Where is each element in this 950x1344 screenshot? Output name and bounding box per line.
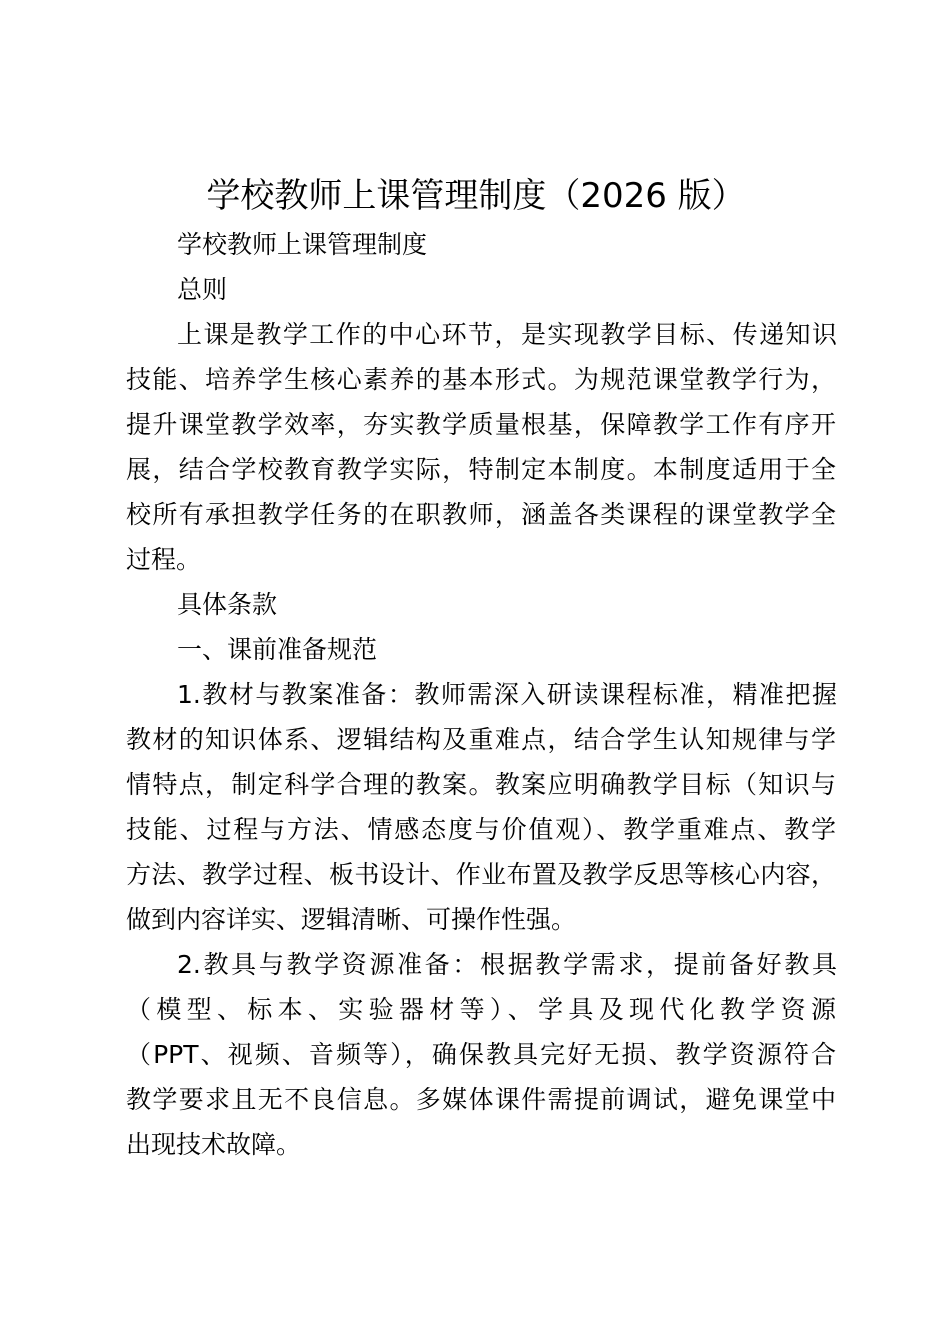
paragraph-line: 展，结合学校教育教学实际，特制定本制度。本制度适用于全 (126, 455, 836, 484)
paragraph-line: （模型、标本、实验器材等）、学具及现代化教学资源 (126, 995, 836, 1024)
section-heading-general: 总则 (177, 275, 228, 304)
paragraph-line: 情特点，制定科学合理的教案。教案应明确教学目标（知识与 (126, 770, 836, 799)
section-heading-preparation: 一、课前准备规范 (177, 635, 378, 664)
paragraph-line: 教材的知识体系、逻辑结构及重难点，结合学生认知规律与学 (126, 725, 836, 754)
section-heading-clauses: 具体条款 (177, 590, 278, 619)
paragraph-line: （PPT、视频、音频等），确保教具完好无损、教学资源符合 (126, 1040, 836, 1069)
paragraph-line: 技能、培养学生核心素养的基本形式。为规范课堂教学行为， (126, 365, 836, 394)
paragraph-line: 2.教具与教学资源准备：根据教学需求，提前备好教具 (177, 950, 837, 979)
subtitle-line: 学校教师上课管理制度 (177, 230, 428, 259)
paragraph-line: 出现技术故障。 (126, 1130, 302, 1159)
paragraph-line: 上课是教学工作的中心环节，是实现教学目标、传递知识 (177, 320, 837, 349)
paragraph-line: 过程。 (126, 545, 202, 574)
paragraph-line: 教学要求且无不良信息。多媒体课件需提前调试，避免课堂中 (126, 1085, 836, 1114)
paragraph-line: 做到内容详实、逻辑清晰、可操作性强。 (126, 905, 577, 934)
document-title: 学校教师上课管理制度（2026 版） (206, 176, 746, 216)
paragraph-line: 校所有承担教学任务的在职教师，涵盖各类课程的课堂教学全 (126, 500, 836, 529)
paragraph-line: 技能、过程与方法、情感态度与价值观）、教学重难点、教学 (126, 815, 836, 844)
paragraph-line: 1.教材与教案准备：教师需深入研读课程标准，精准把握 (177, 680, 837, 709)
paragraph-line: 方法、教学过程、板书设计、作业布置及教学反思等核心内容， (126, 860, 836, 889)
paragraph-line: 提升课堂教学效率，夯实教学质量根基，保障教学工作有序开 (126, 410, 836, 439)
